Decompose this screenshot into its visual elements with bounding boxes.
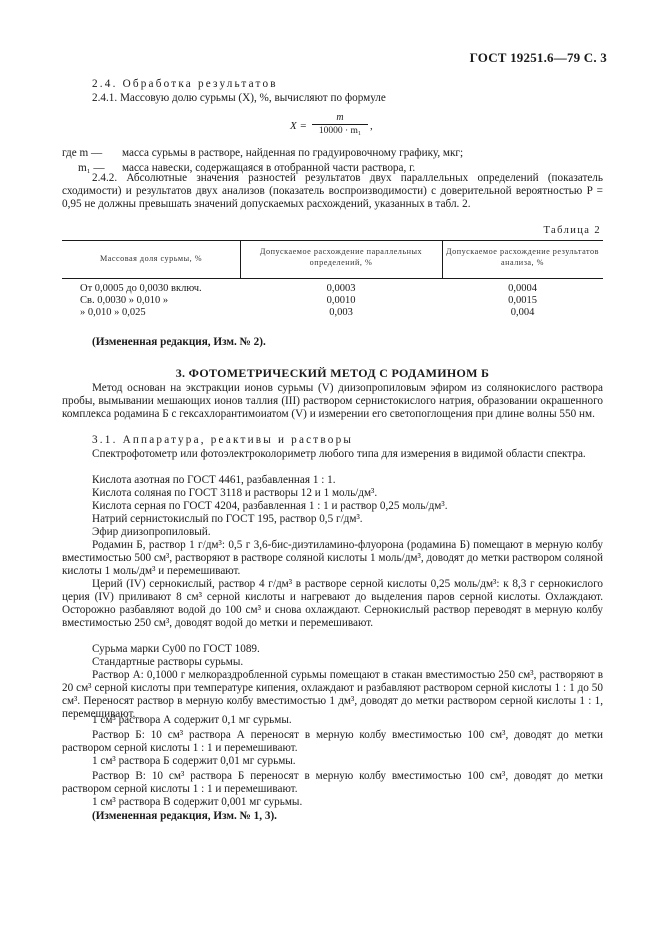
table-header-fraction: Массовая доля сурьмы, % xyxy=(99,254,203,263)
table-cell-analysis: 0,004 xyxy=(510,307,535,318)
solution-b-content: 1 см³ раствора Б содержит 0,01 мг сурьмы. xyxy=(92,755,296,767)
definition-m-text: масса сурьмы в растворе, найденная по градуировочному графику, мкг; xyxy=(122,147,464,159)
table-cell-range: Св. 0,0030 » 0,010 » xyxy=(80,295,169,306)
paragraph-2-4-1: 2.4.1. Массовую долю сурьмы (X), %, вычисляют по формуле xyxy=(92,92,386,104)
table-col-range xyxy=(80,283,250,319)
solution-b: Раствор Б: 10 см³ раствора А переносят в мерную колбу вместимостью 100 см³, доводят до метки раствором серной кислоты 1 : 1 и перемешивают. xyxy=(62,729,603,754)
item-antimony: Сурьма марки Су00 по ГОСТ 1089. xyxy=(92,643,260,655)
section-3-intro: Метод основан на экстракции ионов сурьмы (V) диизопропиловым эфиром из солянокислого раствора пробы, вымывании мешающих ионов таллия (III) раствором сернистокислого натрия, образовании окрашенного комплекса родамина Б с гексахлорантимоиатом (V) и измерении его светопоглощения при длине волны 550 нм. xyxy=(62,382,603,420)
table-cell-range: » 0,010 » 0,025 xyxy=(80,307,146,318)
item-cerium: Церий (IV) сернокислый, раствор 4 г/дм³ в растворе серной кислоты 0,25 моль/дм³: к 8,3 г сернокислого церия (IV) приливают 8 см³ серной кислоты и нагревают до выделения паров серной кислоты. Охлаждают. Осторожно разбавляют водой до 100 см³ и снова охлаждают. Сернокислый раствор переводят в мерную колбу вместимостью 250 см³, доводят водой до метки и перемешивают. xyxy=(62,578,603,629)
formula-denominator: 10000 · m₁ xyxy=(318,126,362,136)
solution-v-content: 1 см³ раствора В содержит 0,001 мг сурьмы. xyxy=(92,796,303,808)
item-nitric-acid: Кислота азотная по ГОСТ 4461, разбавленная 1 : 1. xyxy=(92,474,336,486)
table-header-parallel: Допускаемое расхождение параллельных определений, % xyxy=(259,247,423,267)
table-caption: Таблица 2 xyxy=(543,225,601,236)
formula-comma: , xyxy=(370,120,373,132)
definition-m-symbol: где m — xyxy=(62,147,103,159)
page-header: ГОСТ 19251.6—79 С. 3 xyxy=(469,50,607,65)
table-cell-parallel: 0,003 xyxy=(329,307,353,318)
table-header-analysis: Допускаемое расхождение результатов анализа, % xyxy=(446,247,599,267)
table-2 xyxy=(62,240,603,320)
item-rhodamine: Родамин Б, раствор 1 г/дм³: 0,5 г 3,6-бис-диэтиламино-флуорона (родамина Б) помещают в мерную колбу вместимостью 500 см³, растворяют в растворе соляной кислоты 1 моль/дм³, доводят до метки раствором соляной кислоты 1 моль/дм³ и перемешивают. xyxy=(62,539,603,577)
definition-m1-symbol: m₁ — xyxy=(78,162,105,174)
solution-a: Раствор А: 0,1000 г мелкораздробленной сурьмы помещают в стакан вместимостью 250 см³, растворяют в 20 см³ серной кислоты при температуре кипения, охлаждают и разбавляют раствором серной кислоты 1 : 1 до 50 см³. Переносят раствор в мерную колбу вместимостью 1 дм³, доводят до метки раствором серной кислоты 1 : 1, перемешивают. xyxy=(62,669,603,720)
amendment-note-2: (Измененная редакция, Изм. № 1, 3). xyxy=(92,810,277,822)
item-standard-solutions: Стандартные растворы сурьмы. xyxy=(92,656,244,668)
formula-lhs: X = xyxy=(290,120,307,132)
solution-v: Раствор В: 10 см³ раствора Б переносят в мерную колбу вместимостью 100 см³, доводят до метки раствором серной кислоты 1 : 1 и перемешивают. xyxy=(62,770,603,795)
table-top-rule xyxy=(62,240,603,241)
table-cell-analysis: 0,0004 xyxy=(508,283,537,294)
table-header-rule xyxy=(62,278,603,279)
paragraph-2-4-2: 2.4.2. Абсолютные значения разностей результатов двух параллельных определений (показатель сходимости) и результатов двух анализов (показатель воспроизводимости) с доверительной вероятностью P = 0,95 не должны превышать значений допускаемых расхождений, указанных в табл. 2. xyxy=(62,172,603,210)
item-sulfuric-acid: Кислота серная по ГОСТ 4204, разбавленная 1 : 1 и раствор 0,25 моль/дм³. xyxy=(92,500,448,512)
table-cell-parallel: 0,0003 xyxy=(326,283,356,294)
table-col-analysis xyxy=(442,283,603,319)
item-sodium-sulfite: Натрий сернистокислый по ГОСТ 195, раствор 0,5 г/дм³. xyxy=(92,513,363,525)
definition-m xyxy=(62,146,603,161)
item-hydrochloric-acid: Кислота соляная по ГОСТ 3118 и растворы 12 и 1 моль/дм³. xyxy=(92,487,378,499)
table-cell-range: От 0,0005 до 0,0030 включ. xyxy=(80,283,202,294)
item-ether: Эфир диизопропиловый. xyxy=(92,526,211,538)
section-3-1-heading: 3.1. Аппаратура, реактивы и растворы xyxy=(92,434,354,446)
item-spectrophotometer: Спектрофотометр или фотоэлектроколориметр любого типа для измерения в видимой области спектра. xyxy=(92,448,586,460)
section-3-title: 3. ФОТОМЕТРИЧЕСКИЙ МЕТОД С РОДАМИНОМ Б xyxy=(175,366,490,380)
table-col-parallel xyxy=(240,283,442,319)
table-cell-analysis: 0,0015 xyxy=(508,295,537,306)
formula-fraction xyxy=(312,112,368,136)
definition-m1-text: масса навески, содержащаяся в отобранной части раствора, г. xyxy=(122,162,416,174)
amendment-note: (Измененная редакция, Изм. № 2). xyxy=(92,336,266,348)
formula-numerator: m xyxy=(312,112,368,125)
solution-a-content: 1 см³ раствора А содержит 0,1 мг сурьмы. xyxy=(92,714,292,726)
table-cell-parallel: 0,0010 xyxy=(326,295,356,306)
section-2-4-heading: 2.4. Обработка результатов xyxy=(92,78,278,90)
